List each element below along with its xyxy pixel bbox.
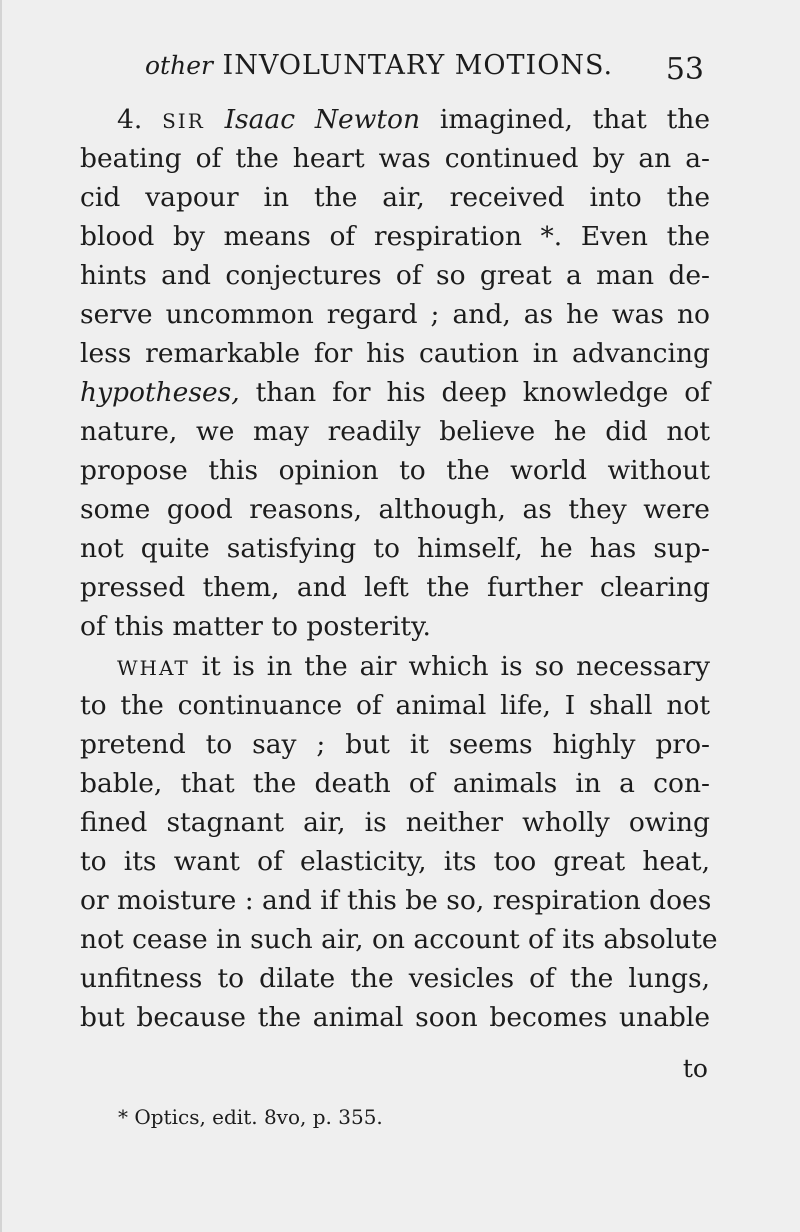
text-line: propose this opinion to the world without bbox=[80, 455, 710, 486]
text-line: less remarkable for his caution in advancing bbox=[80, 338, 710, 369]
text-line: beating of the heart was continued by an a- bbox=[80, 143, 710, 174]
text-line: to its want of elasticity, its too great heat, bbox=[80, 846, 710, 877]
text-line: pretend to say ; but it seems highly pro- bbox=[80, 729, 710, 760]
text-line: of this matter to posterity. bbox=[80, 611, 431, 642]
text-line: fined stagnant air, is neither wholly owing bbox=[80, 807, 710, 838]
text-line: bable, that the death of animals in a con- bbox=[80, 768, 710, 799]
person-name: Isaac Newton bbox=[224, 104, 421, 135]
running-header-prefix: other bbox=[145, 51, 213, 80]
text-line: serve uncommon regard ; and, as he was no bbox=[80, 299, 710, 330]
text-fragment: than for his deep knowledge of bbox=[255, 377, 710, 408]
running-header-title: INVOLUNTARY MOTIONS. bbox=[222, 50, 614, 81]
text-line bbox=[117, 104, 711, 135]
running-header bbox=[145, 50, 613, 81]
text-line: pressed them, and left the further clearing bbox=[80, 572, 710, 603]
footnote: * Optics, edit. 8vo, p. 355. bbox=[118, 1105, 383, 1129]
text-line bbox=[80, 377, 710, 408]
text-line: unfitness to dilate the vesicles of the lungs, bbox=[80, 963, 710, 994]
paragraph-lead: SIR bbox=[162, 109, 205, 133]
text-line: or moisture : and if this be so, respiration does bbox=[80, 885, 712, 916]
text-line: to the continuance of animal life, I shall not bbox=[80, 690, 710, 721]
text-line: blood by means of respiration *. Even the bbox=[80, 221, 710, 252]
italic-word: hypotheses, bbox=[80, 377, 240, 408]
text-line: not cease in such air, on account of its absolute bbox=[80, 924, 718, 955]
page-number: 53 bbox=[665, 52, 704, 87]
text-fragment: it is in the air which is so necessary bbox=[201, 651, 710, 682]
text-line: but because the animal soon becomes unable bbox=[80, 1002, 710, 1033]
text-fragment: imagined, that the bbox=[439, 104, 711, 135]
text-line: hints and conjectures of so great a man de- bbox=[80, 260, 710, 291]
paragraph-lead: WHAT bbox=[117, 656, 190, 680]
paragraph-number: 4. bbox=[117, 104, 143, 135]
text-line: not quite satisfying to himself, he has sup- bbox=[80, 533, 710, 564]
catchword: to bbox=[682, 1054, 708, 1083]
text-line: cid vapour in the air, received into the bbox=[80, 182, 710, 213]
text-line: some good reasons, although, as they were bbox=[80, 494, 710, 525]
text-line bbox=[117, 651, 710, 682]
text-line: nature, we may readily believe he did not bbox=[80, 416, 710, 447]
